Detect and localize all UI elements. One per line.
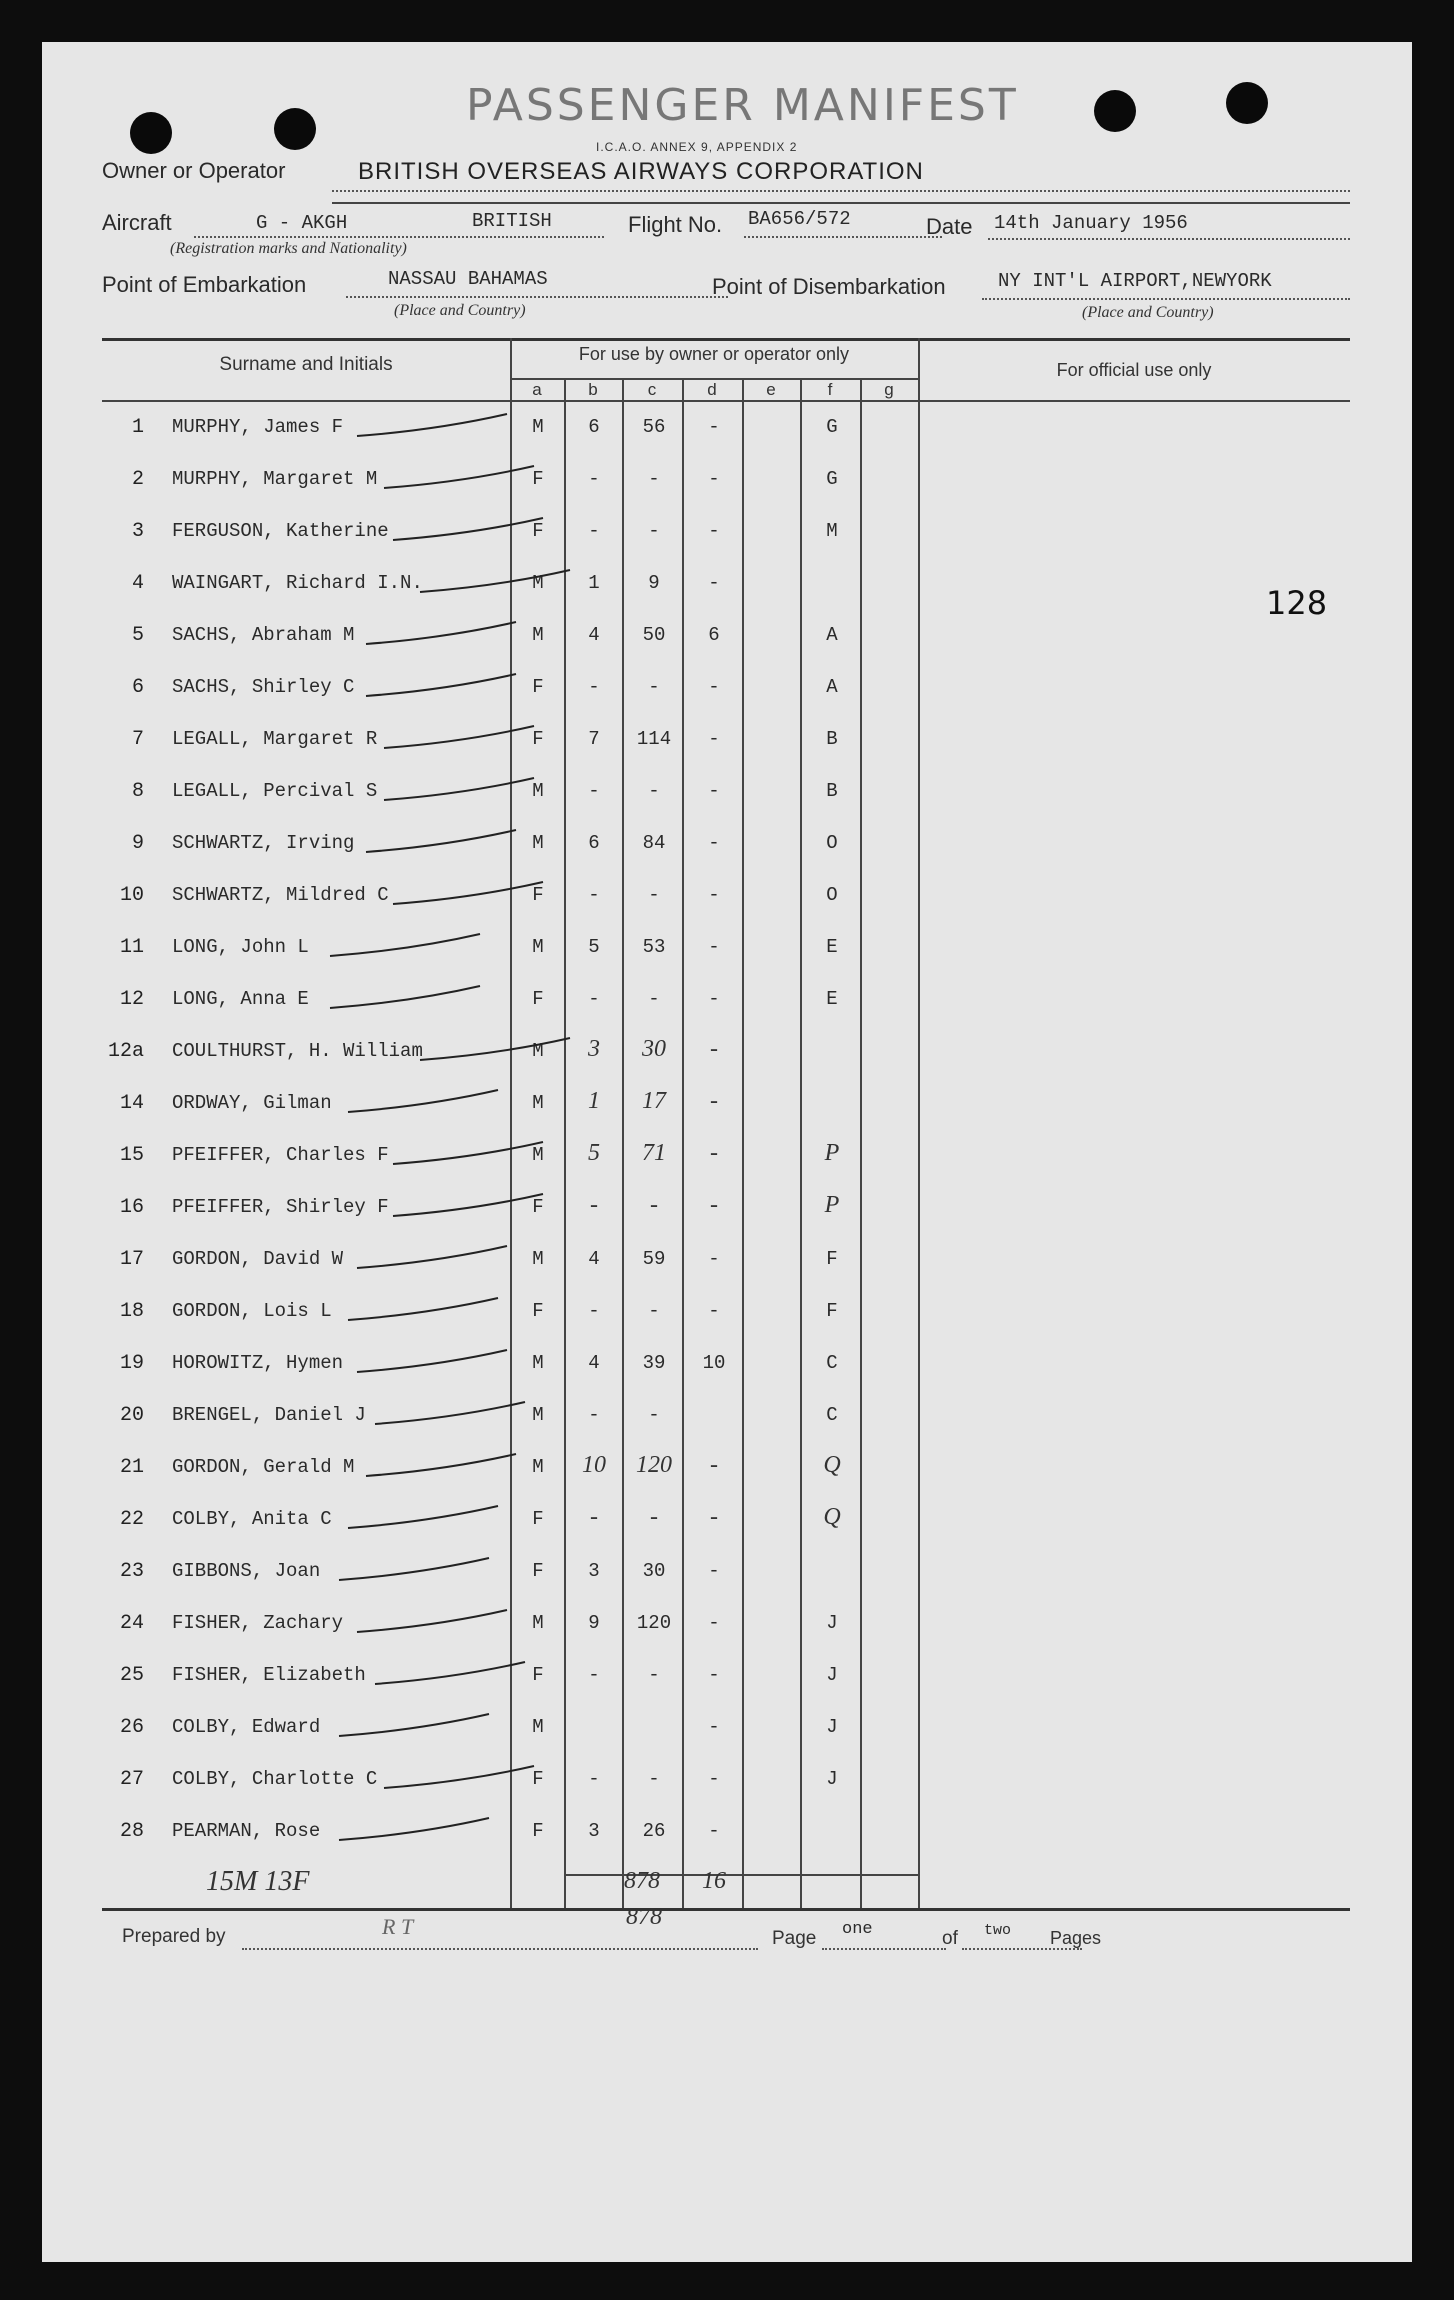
embarkation-value: NASSAU BAHAMAS	[388, 268, 548, 290]
col-f-header: f	[827, 380, 833, 399]
cell-d: -	[710, 1504, 718, 1530]
cell-d: -	[708, 676, 720, 698]
passenger-name: GIBBONS, Joan	[172, 1560, 321, 1582]
of-value: two	[984, 1922, 1012, 1939]
cell-f: P	[824, 1140, 840, 1166]
row-number: 15	[119, 1144, 144, 1167]
owner-value: BRITISH OVERSEAS AIRWAYS CORPORATION	[358, 158, 924, 185]
passenger-name: SCHWARTZ, Mildred C	[172, 884, 389, 906]
pen-stroke	[393, 882, 543, 904]
cell-f: F	[826, 1248, 838, 1270]
row-number: 19	[119, 1352, 144, 1375]
pen-stroke	[375, 1402, 525, 1424]
passenger-name: LONG, John L	[172, 936, 309, 958]
cell-c: -	[648, 884, 660, 906]
row-number: 17	[119, 1248, 144, 1271]
cell-d: -	[708, 936, 720, 958]
cell-c: 26	[642, 1820, 666, 1842]
cell-b: 3	[588, 1560, 600, 1582]
cell-f: A	[826, 624, 838, 646]
cell-b: 10	[582, 1452, 606, 1478]
page-value: one	[842, 1920, 873, 1939]
cell-c: 59	[642, 1248, 666, 1270]
cell-f: M	[826, 520, 838, 542]
passenger-name: SACHS, Shirley C	[172, 676, 355, 698]
cell-a: M	[532, 936, 544, 958]
row-number: 24	[119, 1612, 144, 1635]
cell-f: O	[826, 884, 838, 906]
passenger-name: PEARMAN, Rose	[172, 1820, 321, 1842]
cell-f: J	[826, 1612, 838, 1634]
cell-a: M	[532, 416, 544, 438]
pen-stroke	[384, 726, 534, 748]
cell-a: F	[532, 988, 544, 1010]
row-number: 27	[119, 1768, 144, 1791]
passenger-name: GORDON, Gerald M	[172, 1456, 355, 1478]
pen-stroke	[339, 1818, 489, 1840]
pen-stroke	[420, 1038, 570, 1060]
cell-f: J	[826, 1716, 838, 1738]
cell-d: -	[708, 1664, 720, 1686]
row-number: 26	[119, 1716, 144, 1739]
pen-stroke	[357, 1246, 507, 1268]
date-value: 14th January 1956	[994, 212, 1188, 234]
owner-use-header: For use by owner or operator only	[578, 344, 850, 364]
cell-b: -	[588, 1300, 600, 1322]
pen-stroke	[357, 1350, 507, 1372]
cell-d: -	[708, 884, 720, 906]
disembarkation-value: NY INT'L AIRPORT,NEWYORK	[998, 270, 1272, 292]
cell-c: -	[648, 1768, 660, 1790]
cell-f: B	[826, 780, 838, 802]
passenger-name: FERGUSON, Katherine	[172, 520, 389, 542]
cell-b: 4	[588, 624, 600, 646]
cell-c: 9	[648, 572, 660, 594]
cell-b: -	[588, 884, 600, 906]
pen-stroke	[375, 1662, 525, 1684]
cell-a: M	[532, 1404, 544, 1426]
cell-a: M	[532, 1144, 544, 1166]
row-number: 23	[119, 1560, 144, 1583]
cell-a: F	[532, 1560, 544, 1582]
embarkation-note: (Place and Country)	[394, 302, 526, 319]
cell-a: F	[532, 1664, 544, 1686]
cell-b: -	[588, 1768, 600, 1790]
cell-b: 6	[588, 832, 600, 854]
pen-stroke	[330, 934, 480, 956]
passenger-name: MURPHY, James F	[172, 416, 344, 438]
col-g-header: g	[884, 380, 894, 399]
cell-f: J	[826, 1768, 838, 1790]
cell-b: -	[588, 1664, 600, 1686]
passenger-name: LEGALL, Percival S	[172, 780, 378, 802]
cell-d: 6	[708, 624, 720, 646]
pen-stroke	[330, 986, 480, 1008]
row-number: 9	[131, 832, 144, 855]
passenger-name: WAINGART, Richard I.N.	[172, 572, 423, 594]
cell-c: 114	[636, 728, 672, 750]
cell-c: -	[648, 676, 660, 698]
page-stamp: 128	[1266, 584, 1328, 622]
cell-c: 120	[636, 1612, 672, 1634]
pen-stroke	[366, 1454, 516, 1476]
manifest-sheet	[42, 42, 1412, 2262]
cell-f: G	[826, 468, 838, 490]
cell-f: F	[826, 1300, 838, 1322]
row-number: 8	[131, 780, 144, 803]
totals-c: 878	[624, 1868, 660, 1894]
col-a-header: a	[532, 380, 542, 399]
aircraft-value: G - AKGH	[256, 212, 348, 234]
pen-stroke	[348, 1298, 498, 1320]
row-number: 22	[119, 1508, 144, 1531]
cell-f: B	[826, 728, 838, 750]
registration-note: (Registration marks and Nationality)	[170, 240, 407, 257]
cell-c: 84	[642, 832, 666, 854]
pen-stroke	[384, 1766, 534, 1788]
prepared-value: R T	[382, 1914, 414, 1939]
cell-d: -	[710, 1452, 718, 1478]
cell-d: -	[710, 1140, 718, 1166]
pen-stroke	[384, 778, 534, 800]
cell-a: M	[532, 1612, 544, 1634]
cell-c: 53	[642, 936, 666, 958]
cell-f: Q	[823, 1504, 841, 1530]
row-number: 28	[119, 1820, 144, 1843]
cell-c: -	[648, 1300, 660, 1322]
embarkation-label: Point of Embarkation	[102, 272, 307, 297]
pen-stroke	[357, 414, 507, 436]
passenger-name: LONG, Anna E	[172, 988, 309, 1010]
pen-stroke	[366, 622, 516, 644]
cell-a: M	[532, 572, 544, 594]
cell-a: F	[532, 1508, 544, 1530]
cell-a: M	[532, 1456, 544, 1478]
cell-f: E	[826, 988, 838, 1010]
cell-b: 1	[588, 1088, 600, 1114]
cell-c: -	[648, 988, 660, 1010]
pen-strokes	[42, 42, 1412, 2262]
pen-stroke	[348, 1090, 498, 1112]
cell-b: 6	[588, 416, 600, 438]
pen-stroke	[348, 1506, 498, 1528]
passenger-name: BRENGEL, Daniel J	[172, 1404, 366, 1426]
passenger-name: SCHWARTZ, Irving	[172, 832, 355, 854]
cell-a: M	[532, 1092, 544, 1114]
pen-stroke	[357, 1610, 507, 1632]
row-number: 20	[119, 1404, 144, 1427]
cell-c: -	[648, 468, 660, 490]
cell-a: M	[532, 624, 544, 646]
cell-f: Q	[823, 1452, 841, 1478]
cell-b: 4	[588, 1248, 600, 1270]
flight-label: Flight No.	[628, 212, 723, 237]
cell-c: 50	[642, 624, 666, 646]
cell-c: 30	[642, 1036, 666, 1062]
cell-f: P	[824, 1192, 840, 1218]
disembarkation-note: (Place and Country)	[1082, 304, 1214, 321]
row-number: 1	[131, 416, 144, 439]
cell-a: F	[532, 520, 544, 542]
passenger-name: COULTHURST, H. William	[172, 1040, 423, 1062]
passenger-name: HOROWITZ, Hymen	[172, 1352, 344, 1374]
cell-b: -	[590, 1504, 598, 1530]
cell-f: E	[826, 936, 838, 958]
cell-b: 5	[588, 936, 600, 958]
name-column-header: Surname and Initials	[219, 354, 393, 375]
pen-stroke	[339, 1714, 489, 1736]
cell-d: -	[708, 988, 720, 1010]
disembarkation-label: Point of Disembarkation	[712, 274, 946, 299]
cell-d: -	[708, 416, 720, 438]
row-number: 2	[131, 468, 144, 491]
cell-c: 71	[642, 1140, 666, 1166]
cell-d: -	[708, 572, 720, 594]
cell-d: -	[710, 1036, 718, 1062]
cell-b: -	[590, 1192, 598, 1218]
col-d-header: d	[707, 380, 717, 399]
row-number: 14	[119, 1092, 144, 1115]
pen-stroke	[339, 1558, 489, 1580]
cell-a: F	[532, 884, 544, 906]
cell-b: 5	[588, 1140, 600, 1166]
cell-c: -	[648, 1404, 660, 1426]
cell-b: 4	[588, 1352, 600, 1374]
cell-c: -	[650, 1504, 658, 1530]
cell-f: A	[826, 676, 838, 698]
cell-c: 30	[642, 1560, 666, 1582]
document-subtitle: I.C.A.O. ANNEX 9, APPENDIX 2	[596, 140, 798, 154]
cell-a: M	[532, 1352, 544, 1374]
cell-c: -	[648, 520, 660, 542]
cell-d: -	[708, 468, 720, 490]
cell-c: -	[648, 780, 660, 802]
cell-c: 56	[642, 416, 666, 438]
pages-label: Pages	[1050, 1928, 1102, 1948]
cell-d: 10	[702, 1352, 726, 1374]
cell-a: F	[532, 1768, 544, 1790]
cell-d: -	[708, 1300, 720, 1322]
cell-c: -	[648, 1664, 660, 1686]
cell-d: -	[708, 1820, 720, 1842]
passenger-name: MURPHY, Margaret M	[172, 468, 378, 490]
cell-b: -	[588, 1404, 600, 1426]
aircraft-label: Aircraft	[102, 210, 172, 235]
row-number: 10	[119, 884, 144, 907]
pen-stroke	[366, 830, 516, 852]
cell-f: C	[826, 1404, 838, 1426]
cell-d: -	[708, 832, 720, 854]
cell-c: -	[650, 1192, 658, 1218]
passenger-name: COLBY, Anita C	[172, 1508, 332, 1530]
cell-c: 120	[636, 1452, 672, 1478]
passenger-name: COLBY, Edward	[172, 1716, 321, 1738]
row-number: 18	[119, 1300, 144, 1323]
totals-c-repeat: 878	[626, 1904, 662, 1930]
col-e-header: e	[766, 380, 776, 399]
aircraft-nationality: BRITISH	[472, 210, 552, 232]
cell-f: G	[826, 416, 838, 438]
cell-b: -	[588, 780, 600, 802]
cell-b: -	[588, 676, 600, 698]
row-number: 6	[131, 676, 144, 699]
cell-d: -	[708, 1716, 720, 1738]
date-label: Date	[926, 214, 973, 239]
col-b-header: b	[588, 380, 598, 399]
cell-d: -	[708, 780, 720, 802]
row-number: 11	[119, 936, 144, 959]
cell-b: 3	[588, 1036, 600, 1062]
cell-a: F	[532, 728, 544, 750]
row-number: 4	[131, 572, 144, 595]
cell-d: -	[708, 1560, 720, 1582]
pen-stroke	[420, 570, 570, 592]
row-number: 25	[119, 1664, 144, 1687]
cell-b: -	[588, 468, 600, 490]
passenger-name: FISHER, Zachary	[172, 1612, 344, 1634]
owner-label: Owner or Operator	[102, 158, 286, 183]
flight-value: BA656/572	[748, 208, 851, 230]
row-number: 16	[119, 1196, 144, 1219]
col-c-header: c	[647, 380, 657, 399]
passenger-name: PFEIFFER, Charles F	[172, 1144, 389, 1166]
cell-a: F	[532, 1196, 544, 1218]
row-number: 3	[131, 520, 144, 543]
cell-d: -	[708, 1612, 720, 1634]
pen-stroke	[366, 674, 516, 696]
cell-b: 9	[588, 1612, 600, 1634]
pen-stroke	[393, 1142, 543, 1164]
passenger-name: FISHER, Elizabeth	[172, 1664, 366, 1686]
cell-a: M	[532, 1040, 544, 1062]
cell-a: M	[532, 832, 544, 854]
cell-d: -	[708, 728, 720, 750]
row-number: 12	[119, 988, 144, 1011]
pen-stroke	[393, 1194, 543, 1216]
official-use-header: For official use only	[1056, 360, 1212, 380]
of-label: of	[942, 1928, 958, 1949]
page-label: Page	[772, 1928, 817, 1949]
passenger-name: ORDWAY, Gilman	[172, 1092, 332, 1114]
cell-d: -	[708, 1768, 720, 1790]
cell-f: O	[826, 832, 838, 854]
cell-f: C	[826, 1352, 838, 1374]
row-number: 5	[131, 624, 144, 647]
cell-a: F	[532, 1300, 544, 1322]
passenger-name: GORDON, David W	[172, 1248, 344, 1270]
row-number: 12a	[107, 1040, 144, 1063]
passenger-name: GORDON, Lois L	[172, 1300, 332, 1322]
cell-d: -	[708, 1248, 720, 1270]
cell-b: -	[588, 988, 600, 1010]
cell-a: M	[532, 1248, 544, 1270]
pen-stroke	[393, 518, 543, 540]
document-title: PASSENGER MANIFEST	[466, 80, 1019, 131]
cell-a: F	[532, 1820, 544, 1842]
cell-b: 1	[588, 572, 600, 594]
pen-stroke	[384, 466, 534, 488]
cell-a: M	[532, 780, 544, 802]
passenger-name: COLBY, Charlotte C	[172, 1768, 378, 1790]
totals-summary: 15M 13F	[206, 1866, 310, 1897]
cell-f: J	[826, 1664, 838, 1686]
passenger-name: PFEIFFER, Shirley F	[172, 1196, 389, 1218]
prepared-label: Prepared by	[122, 1926, 226, 1947]
cell-b: 3	[588, 1820, 600, 1842]
cell-a: F	[532, 676, 544, 698]
cell-a: M	[532, 1716, 544, 1738]
cell-d: -	[710, 1088, 718, 1114]
cell-d: -	[710, 1192, 718, 1218]
cell-c: 17	[642, 1088, 666, 1114]
cell-b: -	[588, 520, 600, 542]
cell-b: 7	[588, 728, 600, 750]
passenger-name: LEGALL, Margaret R	[172, 728, 378, 750]
totals-d: 16	[702, 1868, 726, 1894]
cell-c: 39	[642, 1352, 666, 1374]
cell-d: -	[708, 520, 720, 542]
row-number: 21	[119, 1456, 144, 1479]
row-number: 7	[131, 728, 144, 751]
cell-a: F	[532, 468, 544, 490]
passenger-name: SACHS, Abraham M	[172, 624, 355, 646]
